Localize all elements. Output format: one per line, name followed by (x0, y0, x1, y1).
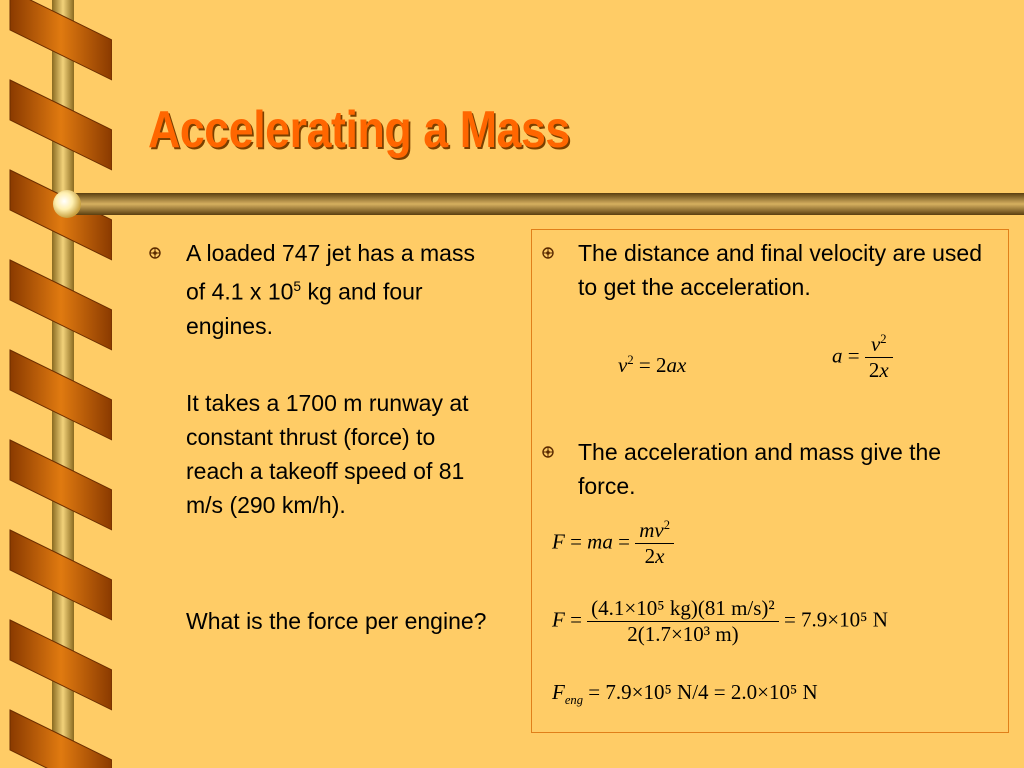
equation-acceleration: a = $\frac{v^2}{2x}$ (832, 332, 893, 383)
slide-title: Accelerating a Mass (148, 101, 570, 159)
equation-force-general: F = ma = $\frac{mv^2}{2x}$ (552, 518, 674, 569)
equation-force-per-engine: $F_{eng} = 7.9\times 10^5$ N/4 = 2.0×10⁵ N (552, 680, 818, 708)
left-paragraph-1: A loaded 747 jet has a mass of 4.1 x $10^5$ kg and four engines. (186, 240, 475, 339)
flower-bullet-icon (542, 446, 554, 458)
equation-v-squared: $v^2 = 2ax$ (618, 353, 687, 377)
flower-bullet-icon (149, 247, 161, 259)
equation-force-numeric: F = $\frac{\text{(4.1×10⁵ kg)(81 m/s)²}}{\text{2(1.7×10³ m)}}$ = 7.9×10⁵ N (552, 596, 888, 646)
left-paragraph-3: What is the force per engine? (186, 608, 487, 634)
right-bullet-1: The distance and final velocity are used to get the acceleration. (578, 240, 983, 300)
left-paragraph-2: It takes a 1700 m runway at constant thrust (force) to reach a takeoff speed of 81 m/s (290 km/h). (186, 390, 469, 518)
decorative-ribbon (0, 0, 112, 768)
flower-bullet-icon (542, 247, 554, 259)
right-bullet-2: The acceleration and mass give the force. (578, 439, 942, 499)
